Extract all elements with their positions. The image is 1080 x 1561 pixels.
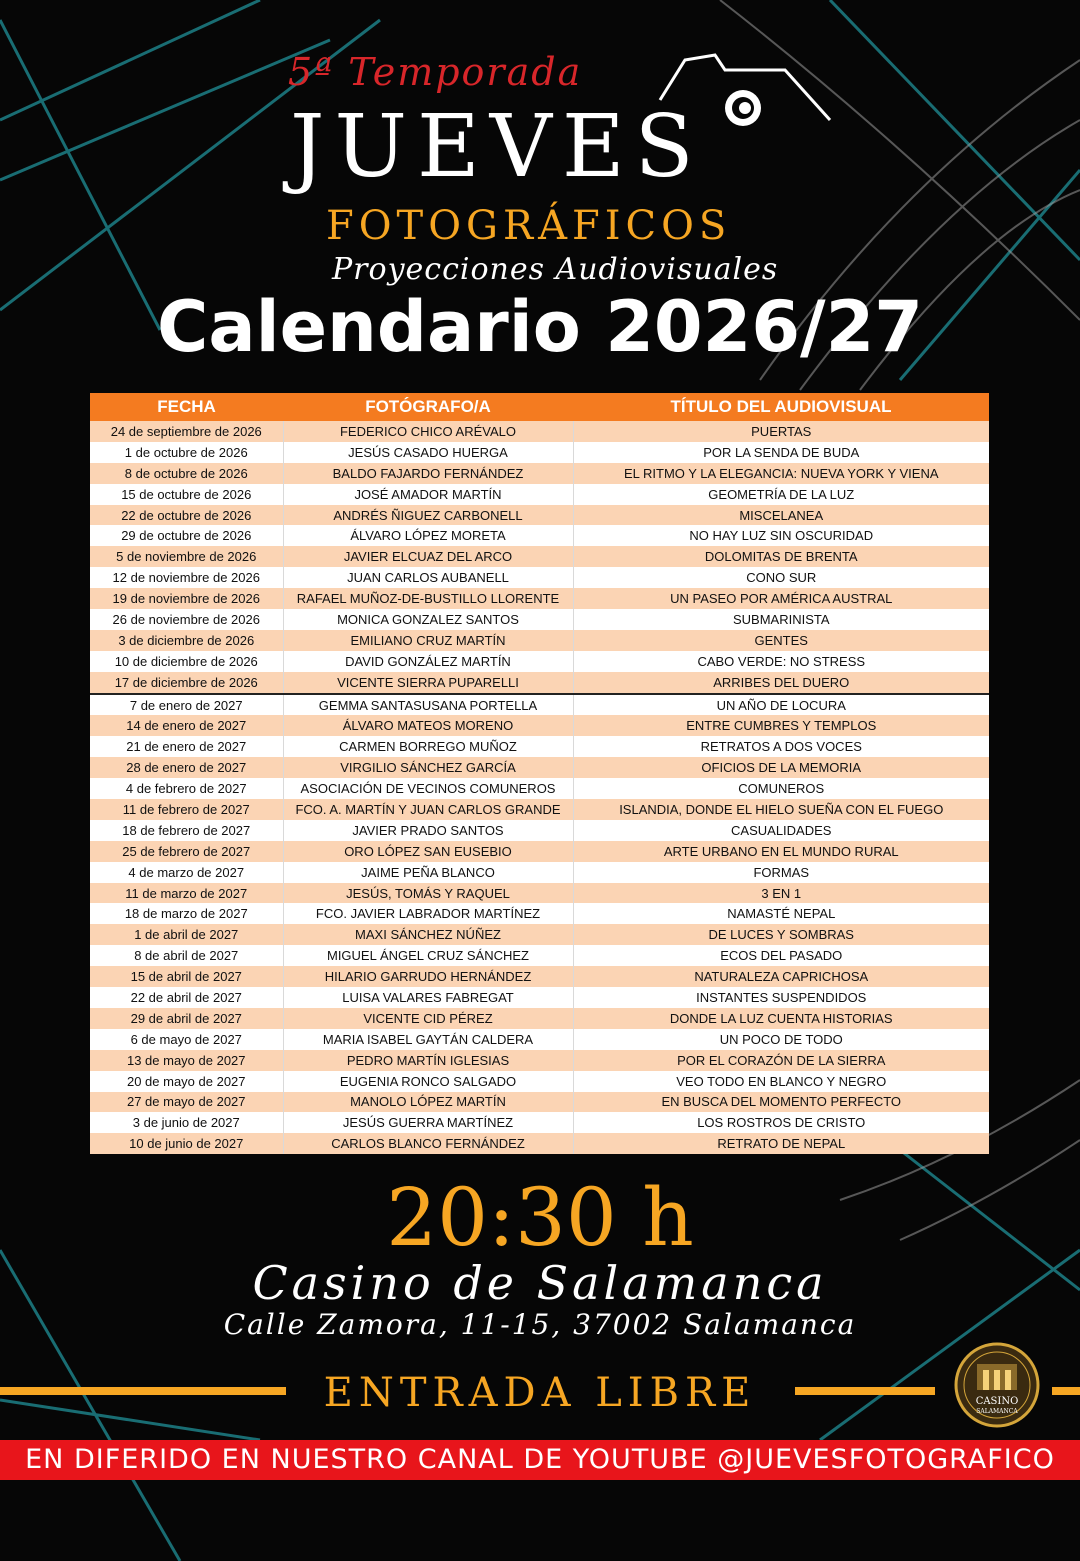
cell-photographer: JUAN CARLOS AUBANELL: [283, 567, 573, 588]
cell-title: COMUNEROS: [573, 778, 989, 799]
header-date: FECHA: [90, 393, 283, 421]
cell-title: EL RITMO Y LA ELEGANCIA: NUEVA YORK Y VIENA: [573, 463, 989, 484]
schedule-body: [90, 421, 989, 1154]
cell-title: RETRATO DE NEPAL: [573, 1133, 989, 1154]
cell-title: PUERTAS: [573, 421, 989, 442]
table-row: [90, 588, 989, 609]
cell-title: DOLOMITAS DE BRENTA: [573, 546, 989, 567]
cell-photographer: MANOLO LÓPEZ MARTÍN: [283, 1092, 573, 1113]
youtube-banner: EN DIFERIDO EN NUESTRO CANAL DE YOUTUBE @JUEVESFOTOGRAFICO: [0, 1440, 1080, 1480]
cell-title: UN PASEO POR AMÉRICA AUSTRAL: [573, 588, 989, 609]
cell-date: 5 de noviembre de 2026: [90, 546, 283, 567]
cell-photographer: JAVIER ELCUAZ DEL ARCO: [283, 546, 573, 567]
table-row: [90, 463, 989, 484]
cell-title: NATURALEZA CAPRICHOSA: [573, 966, 989, 987]
cell-title: CONO SUR: [573, 567, 989, 588]
cell-photographer: JAVIER PRADO SANTOS: [283, 820, 573, 841]
cell-title: ARTE URBANO EN EL MUNDO RURAL: [573, 841, 989, 862]
cell-photographer: CARMEN BORREGO MUÑOZ: [283, 736, 573, 757]
cell-photographer: PEDRO MARTÍN IGLESIAS: [283, 1050, 573, 1071]
cell-photographer: JESÚS CASADO HUERGA: [283, 442, 573, 463]
table-row: [90, 715, 989, 736]
cell-photographer: MIGUEL ÁNGEL CRUZ SÁNCHEZ: [283, 945, 573, 966]
cell-title: 3 EN 1: [573, 883, 989, 904]
cell-date: 8 de octubre de 2026: [90, 463, 283, 484]
table-row: [90, 1112, 989, 1133]
cell-date: 4 de febrero de 2027: [90, 778, 283, 799]
cell-date: 19 de noviembre de 2026: [90, 588, 283, 609]
cell-date: 10 de junio de 2027: [90, 1133, 283, 1154]
cell-photographer: BALDO FAJARDO FERNÁNDEZ: [283, 463, 573, 484]
cell-title: ENTRE CUMBRES Y TEMPLOS: [573, 715, 989, 736]
cell-photographer: ORO LÓPEZ SAN EUSEBIO: [283, 841, 573, 862]
cell-title: FORMAS: [573, 862, 989, 883]
cell-title: NAMASTÉ NEPAL: [573, 903, 989, 924]
tagline: Proyecciones Audiovisuales: [332, 252, 779, 287]
cell-date: 10 de diciembre de 2026: [90, 651, 283, 672]
table-row: [90, 841, 989, 862]
event-time: 20:30 h: [386, 1171, 694, 1264]
table-row: [90, 1008, 989, 1029]
cell-date: 7 de enero de 2027: [90, 694, 283, 716]
header-photographer: FOTÓGRAFO/A: [283, 393, 573, 421]
table-row: [90, 757, 989, 778]
cell-date: 28 de enero de 2027: [90, 757, 283, 778]
table-row: [90, 1133, 989, 1154]
cell-photographer: FEDERICO CHICO ARÉVALO: [283, 421, 573, 442]
table-row: [90, 1029, 989, 1050]
table-row: [90, 820, 989, 841]
table-row: [90, 609, 989, 630]
venue-address: Calle Zamora, 11-15, 37002 Salamanca: [223, 1308, 857, 1341]
table-row: [90, 862, 989, 883]
table-row: [90, 883, 989, 904]
cell-photographer: JESÚS GUERRA MARTÍNEZ: [283, 1112, 573, 1133]
table-row: [90, 484, 989, 505]
cell-photographer: ÁLVARO MATEOS MORENO: [283, 715, 573, 736]
table-header-row: [90, 393, 989, 421]
cell-date: 20 de mayo de 2027: [90, 1071, 283, 1092]
cell-date: 14 de enero de 2027: [90, 715, 283, 736]
table-row: [90, 651, 989, 672]
cell-photographer: CARLOS BLANCO FERNÁNDEZ: [283, 1133, 573, 1154]
cell-date: 4 de marzo de 2027: [90, 862, 283, 883]
cell-date: 15 de abril de 2027: [90, 966, 283, 987]
table-row: [90, 903, 989, 924]
cell-date: 24 de septiembre de 2026: [90, 421, 283, 442]
table-row: [90, 1071, 989, 1092]
table-row: [90, 525, 989, 546]
cell-title: CABO VERDE: NO STRESS: [573, 651, 989, 672]
venue-name: Casino de Salamanca: [252, 1256, 828, 1310]
cell-date: 15 de octubre de 2026: [90, 484, 283, 505]
cell-date: 11 de marzo de 2027: [90, 883, 283, 904]
cell-title: UN POCO DE TODO: [573, 1029, 989, 1050]
cell-date: 21 de enero de 2027: [90, 736, 283, 757]
table-row: [90, 778, 989, 799]
calendar-title: Calendario 2026/27: [156, 286, 924, 368]
table-row: [90, 1092, 989, 1113]
cell-photographer: VIRGILIO SÁNCHEZ GARCÍA: [283, 757, 573, 778]
cell-date: 27 de mayo de 2027: [90, 1092, 283, 1113]
table-row: [90, 567, 989, 588]
svg-text:SALAMANCA: SALAMANCA: [976, 1408, 1018, 1415]
cell-title: ISLANDIA, DONDE EL HIELO SUEÑA CON EL FUEGO: [573, 799, 989, 820]
cell-title: RETRATOS A DOS VOCES: [573, 736, 989, 757]
cell-title: EN BUSCA DEL MOMENTO PERFECTO: [573, 1092, 989, 1113]
cell-date: 22 de abril de 2027: [90, 987, 283, 1008]
cell-date: 22 de octubre de 2026: [90, 505, 283, 526]
table-row: [90, 546, 989, 567]
cell-photographer: JOSÉ AMADOR MARTÍN: [283, 484, 573, 505]
table-row: [90, 505, 989, 526]
cell-date: 1 de octubre de 2026: [90, 442, 283, 463]
cell-title: INSTANTES SUSPENDIDOS: [573, 987, 989, 1008]
cell-date: 12 de noviembre de 2026: [90, 567, 283, 588]
cell-photographer: EUGENIA RONCO SALGADO: [283, 1071, 573, 1092]
cell-date: 25 de febrero de 2027: [90, 841, 283, 862]
table-row: [90, 966, 989, 987]
table-row: [90, 421, 989, 442]
cell-date: 26 de noviembre de 2026: [90, 609, 283, 630]
cell-photographer: ANDRÉS ÑIGUEZ CARBONELL: [283, 505, 573, 526]
cell-title: GEOMETRÍA DE LA LUZ: [573, 484, 989, 505]
cell-date: 3 de junio de 2027: [90, 1112, 283, 1133]
table-row: [90, 987, 989, 1008]
cell-title: VEO TODO EN BLANCO Y NEGRO: [573, 1071, 989, 1092]
table-row: [90, 1050, 989, 1071]
cell-date: 18 de febrero de 2027: [90, 820, 283, 841]
cell-title: GENTES: [573, 630, 989, 651]
cell-title: POR EL CORAZÓN DE LA SIERRA: [573, 1050, 989, 1071]
cell-title: SUBMARINISTA: [573, 609, 989, 630]
season-label: 5ª Temporada: [288, 50, 583, 94]
cell-title: ECOS DEL PASADO: [573, 945, 989, 966]
header-title: TÍTULO DEL AUDIOVISUAL: [573, 393, 989, 421]
cell-date: 29 de octubre de 2026: [90, 525, 283, 546]
svg-text:CASINO: CASINO: [975, 1396, 1019, 1407]
cell-photographer: DAVID GONZÁLEZ MARTÍN: [283, 651, 573, 672]
table-row: [90, 630, 989, 651]
cell-title: ARRIBES DEL DUERO: [573, 672, 989, 694]
cell-photographer: VICENTE CID PÉREZ: [283, 1008, 573, 1029]
cell-date: 8 de abril de 2027: [90, 945, 283, 966]
cell-title: CASUALIDADES: [573, 820, 989, 841]
cell-photographer: VICENTE SIERRA PUPARELLI: [283, 672, 573, 694]
cell-title: NO HAY LUZ SIN OSCURIDAD: [573, 525, 989, 546]
cell-photographer: HILARIO GARRUDO HERNÁNDEZ: [283, 966, 573, 987]
cell-date: 29 de abril de 2027: [90, 1008, 283, 1029]
table-row: [90, 924, 989, 945]
free-entry-label: ENTRADA LIBRE: [323, 1370, 757, 1416]
cell-photographer: FCO. A. MARTÍN Y JUAN CARLOS GRANDE: [283, 799, 573, 820]
cell-photographer: EMILIANO CRUZ MARTÍN: [283, 630, 573, 651]
cell-title: DE LUCES Y SOMBRAS: [573, 924, 989, 945]
cell-photographer: ASOCIACIÓN DE VECINOS COMUNEROS: [283, 778, 573, 799]
cell-title: UN AÑO DE LOCURA: [573, 694, 989, 716]
table-row: [90, 736, 989, 757]
cell-photographer: MARIA ISABEL GAYTÁN CALDERA: [283, 1029, 573, 1050]
cell-title: MISCELANEA: [573, 505, 989, 526]
cell-date: 3 de diciembre de 2026: [90, 630, 283, 651]
cell-photographer: JAIME PEÑA BLANCO: [283, 862, 573, 883]
table-row: [90, 442, 989, 463]
cell-title: POR LA SENDA DE BUDA: [573, 442, 989, 463]
cell-photographer: GEMMA SANTASUSANA PORTELLA: [283, 694, 573, 716]
cell-date: 18 de marzo de 2027: [90, 903, 283, 924]
cell-photographer: ÁLVARO LÓPEZ MORETA: [283, 525, 573, 546]
cell-photographer: FCO. JAVIER LABRADOR MARTÍNEZ: [283, 903, 573, 924]
cell-title: OFICIOS DE LA MEMORIA: [573, 757, 989, 778]
cell-photographer: RAFAEL MUÑOZ-DE-BUSTILLO LLORENTE: [283, 588, 573, 609]
casino-logo: [954, 1342, 1040, 1428]
schedule-table: [90, 393, 989, 1154]
table-row: [90, 694, 989, 716]
table-row: [90, 945, 989, 966]
table-row: [90, 672, 989, 694]
cell-date: 6 de mayo de 2027: [90, 1029, 283, 1050]
cell-date: 1 de abril de 2027: [90, 924, 283, 945]
cell-photographer: MONICA GONZALEZ SANTOS: [283, 609, 573, 630]
brand-title: JUEVES: [290, 97, 704, 197]
brand-subtitle: FOTOGRÁFICOS: [326, 203, 732, 249]
cell-date: 17 de diciembre de 2026: [90, 672, 283, 694]
cell-date: 11 de febrero de 2027: [90, 799, 283, 820]
cell-photographer: LUISA VALARES FABREGAT: [283, 987, 573, 1008]
cell-date: 13 de mayo de 2027: [90, 1050, 283, 1071]
cell-photographer: MAXI SÁNCHEZ NÚÑEZ: [283, 924, 573, 945]
cell-title: LOS ROSTROS DE CRISTO: [573, 1112, 989, 1133]
table-row: [90, 799, 989, 820]
cell-title: DONDE LA LUZ CUENTA HISTORIAS: [573, 1008, 989, 1029]
cell-photographer: JESÚS, TOMÁS Y RAQUEL: [283, 883, 573, 904]
